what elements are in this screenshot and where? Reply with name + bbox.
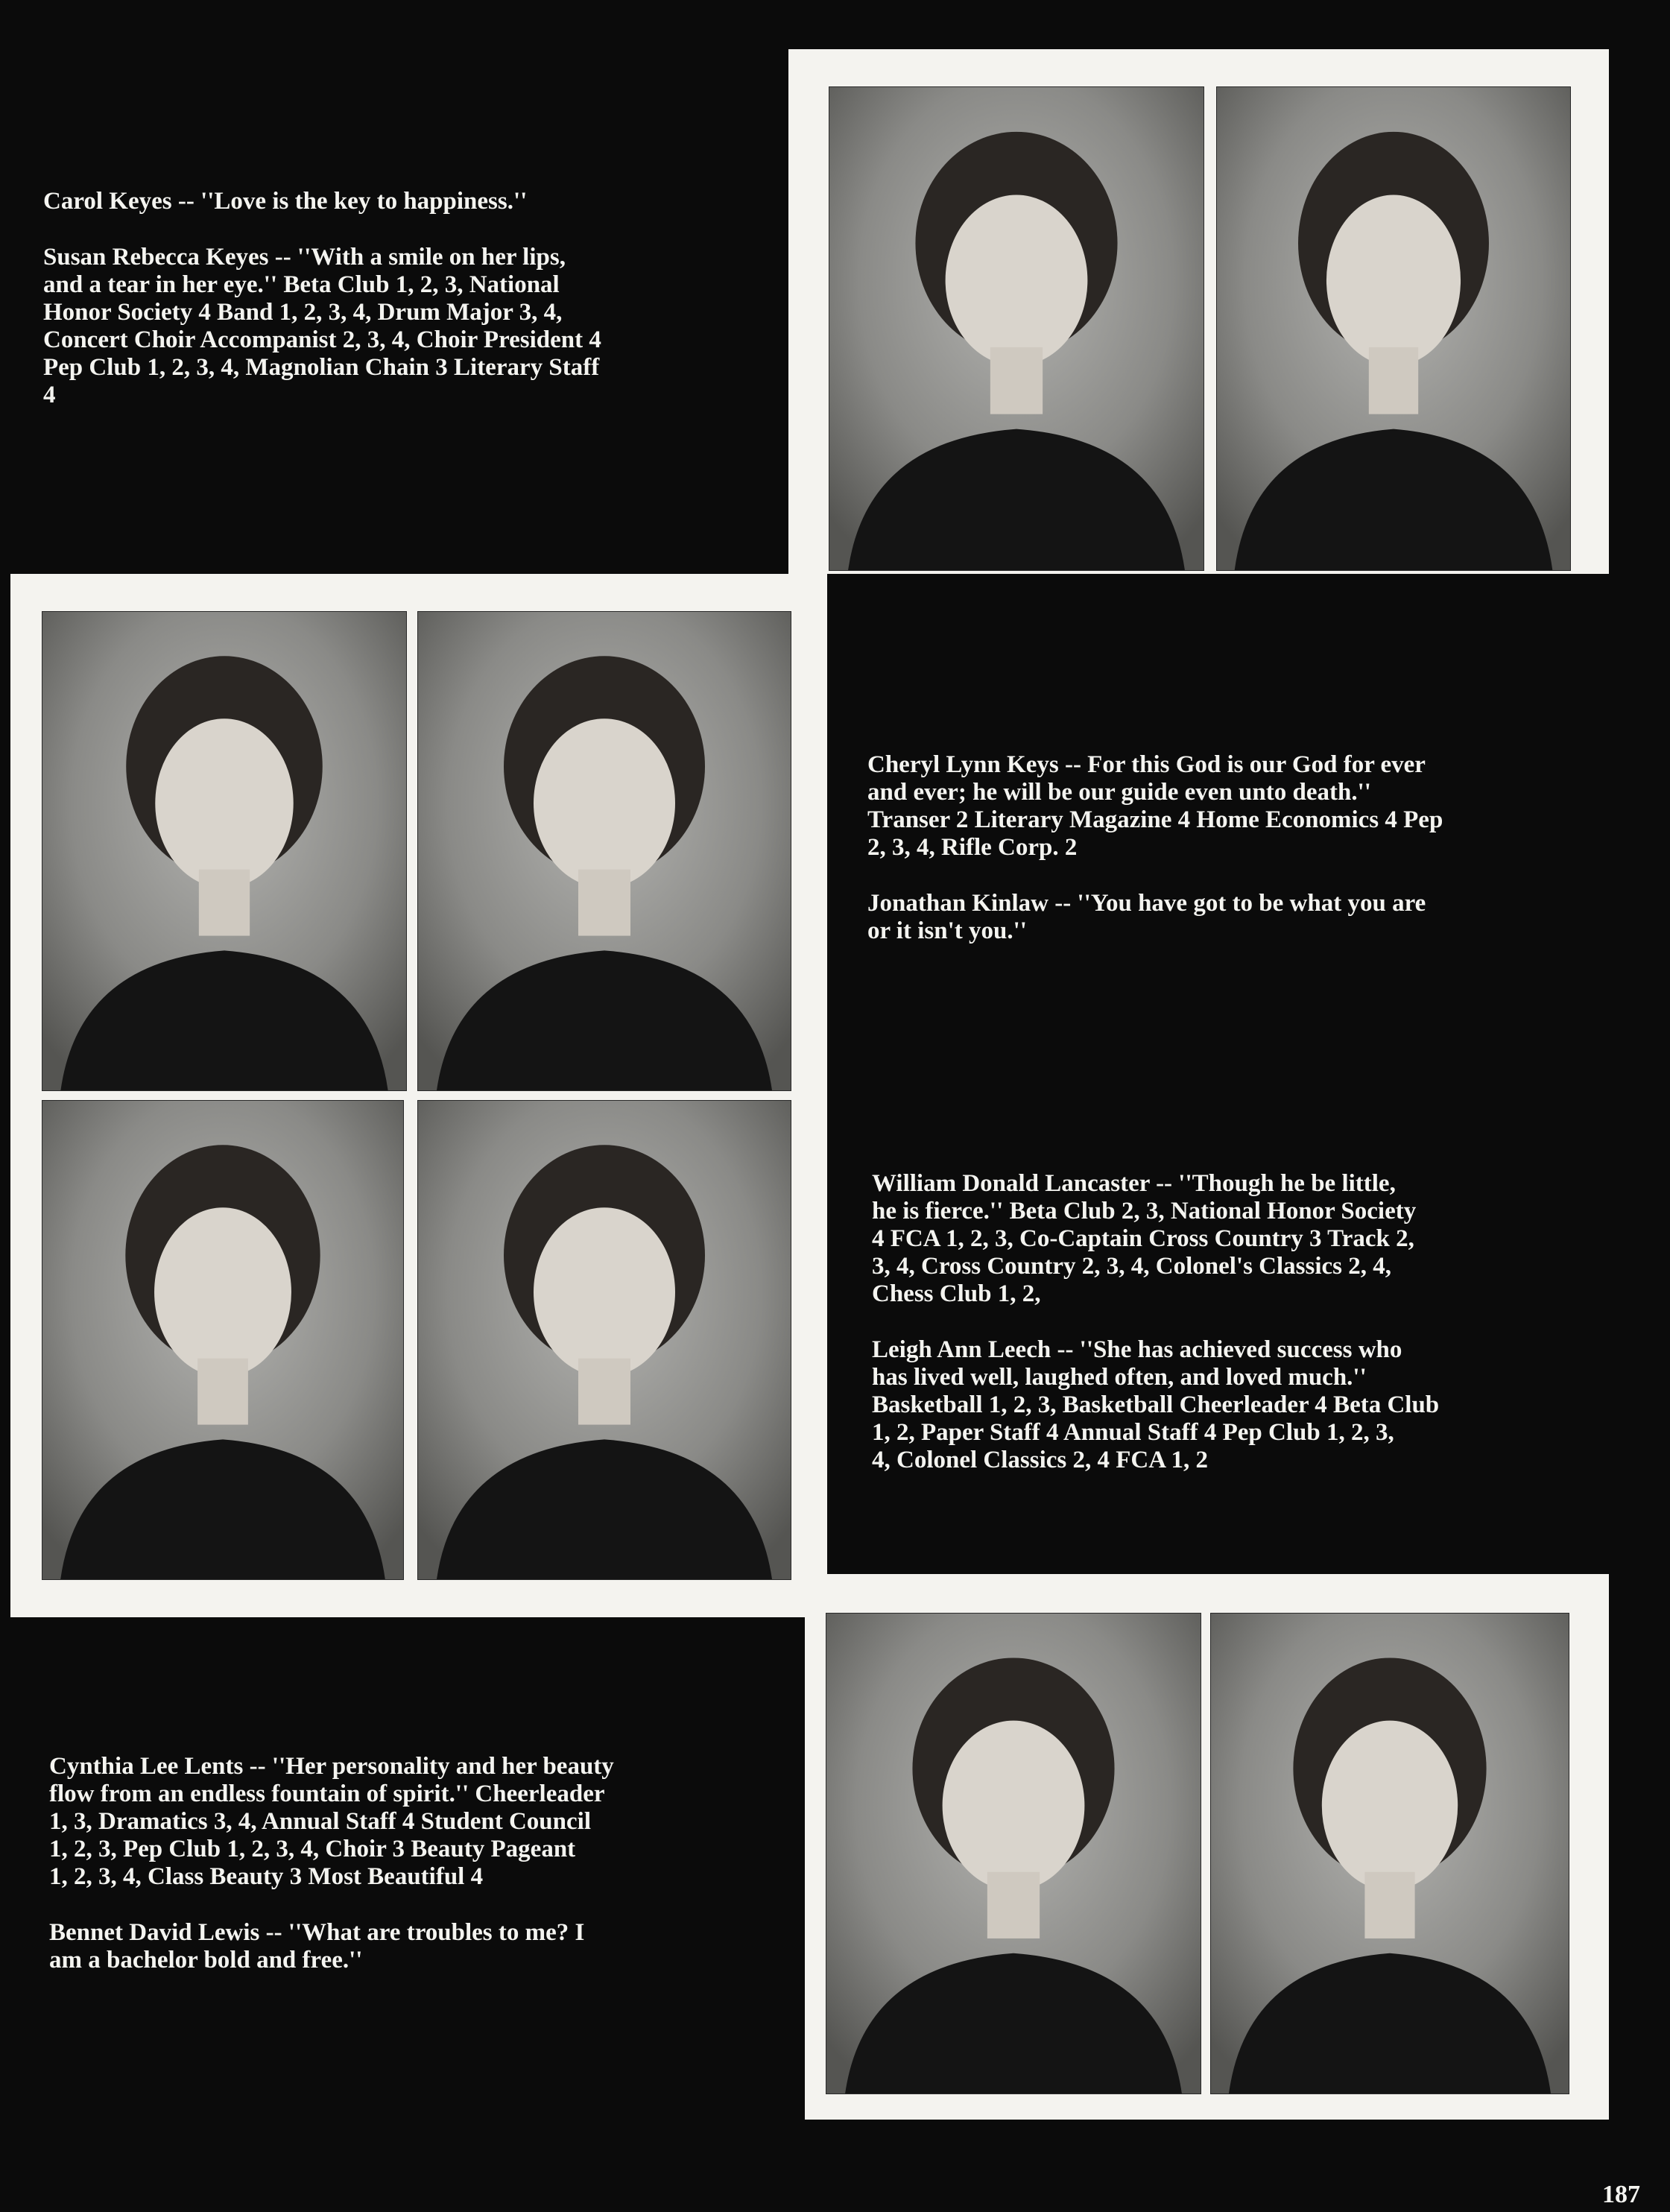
portrait-photo-carol-keyes — [829, 86, 1204, 571]
caption-william-donald-lancaster: William Donald Lancaster -- ''Though he be little, he is fierce.'' Beta Club 2, 3, National Honor Society 4 FCA 1, 2, 3, Co-Captain Cross Country 3 Track 2, 3, 4, Cross Country 2, 3, 4, Colonel's Classics 2, 4, Chess Club 1, 2, — [872, 1170, 1417, 1307]
portrait-silhouette — [1211, 1614, 1569, 2094]
portrait-silhouette — [418, 1101, 791, 1579]
portrait-photo-william-donald-lancaster — [42, 1100, 404, 1580]
portrait-silhouette — [829, 87, 1204, 570]
caption-cynthia-lee-lents: Cynthia Lee Lents -- ''Her personality and her beauty flow from an endless fountain of spirit.'' Cheerleader 1, 3, Dramatics 3, 4, Annual Staff 4 Student Council 1, 2, 3, Pep Club 1, 2, 3, 4, Choir 3 Beauty Pageant 1, 2, 3, 4, Class Beauty 3 Most Beautiful 4 — [49, 1753, 614, 1890]
caption-bennet-david-lewis: Bennet David Lewis -- ''What are troubles to me? I am a bachelor bold and free.'' — [49, 1919, 585, 1974]
portrait-silhouette — [42, 1101, 403, 1579]
portrait-photo-cynthia-lee-lents — [826, 1613, 1201, 2094]
caption-leigh-ann-leech: Leigh Ann Leech -- ''She has achieved success who has lived well, laughed often, and loved much.'' Basketball 1, 2, 3, Basketball Cheerleader 4 Beta Club 1, 2, Paper Staff 4 Annual Staff 4 Pep Club 1, 2, 3, 4, Colonel Classics 2, 4 FCA 1, 2 — [872, 1336, 1440, 1473]
portrait-silhouette — [1217, 87, 1570, 570]
caption-block-top — [43, 188, 774, 437]
portrait-photo-susan-rebecca-keyes — [1216, 86, 1571, 571]
caption-cheryl-lynn-keys: Cheryl Lynn Keys -- For this God is our God for ever and ever; he will be our guide even unto death.'' Transer 2 Literary Magazine 4 Home Economics 4 Pep 2, 3, 4, Rifle Corp. 2 — [867, 751, 1443, 861]
caption-jonathan-kinlaw: Jonathan Kinlaw -- ''You have got to be what you are or it isn't you.'' — [867, 890, 1426, 944]
portrait-photo-jonathan-kinlaw — [417, 611, 791, 1091]
caption-block-middle-lower — [872, 1170, 1617, 1502]
page-number: 187 — [1602, 2181, 1640, 2208]
portrait-silhouette — [418, 612, 791, 1090]
portrait-photo-leigh-ann-leech — [417, 1100, 791, 1580]
caption-carol-keyes: Carol Keyes -- ''Love is the key to happiness.'' — [43, 188, 528, 215]
caption-susan-rebecca-keyes: Susan Rebecca Keyes -- ''With a smile on her lips, and a tear in her eye.'' Beta Club 1, 2, 3, National Honor Society 4 Band 1, 2, 3, 4, Drum Major 3, 4, Concert Choir Accompanist 2, 3, 4, Choir President 4 Pep Club 1, 2, 3, 4, Magnolian Chain 3 Literary Staff 4 — [43, 244, 601, 408]
caption-block-bottom — [49, 1753, 794, 2003]
portrait-photo-cheryl-lynn-keys — [42, 611, 407, 1091]
portrait-photo-bennet-david-lewis — [1210, 1613, 1569, 2094]
portrait-silhouette — [42, 612, 406, 1090]
portrait-silhouette — [826, 1614, 1201, 2094]
caption-block-middle-upper — [867, 751, 1613, 973]
